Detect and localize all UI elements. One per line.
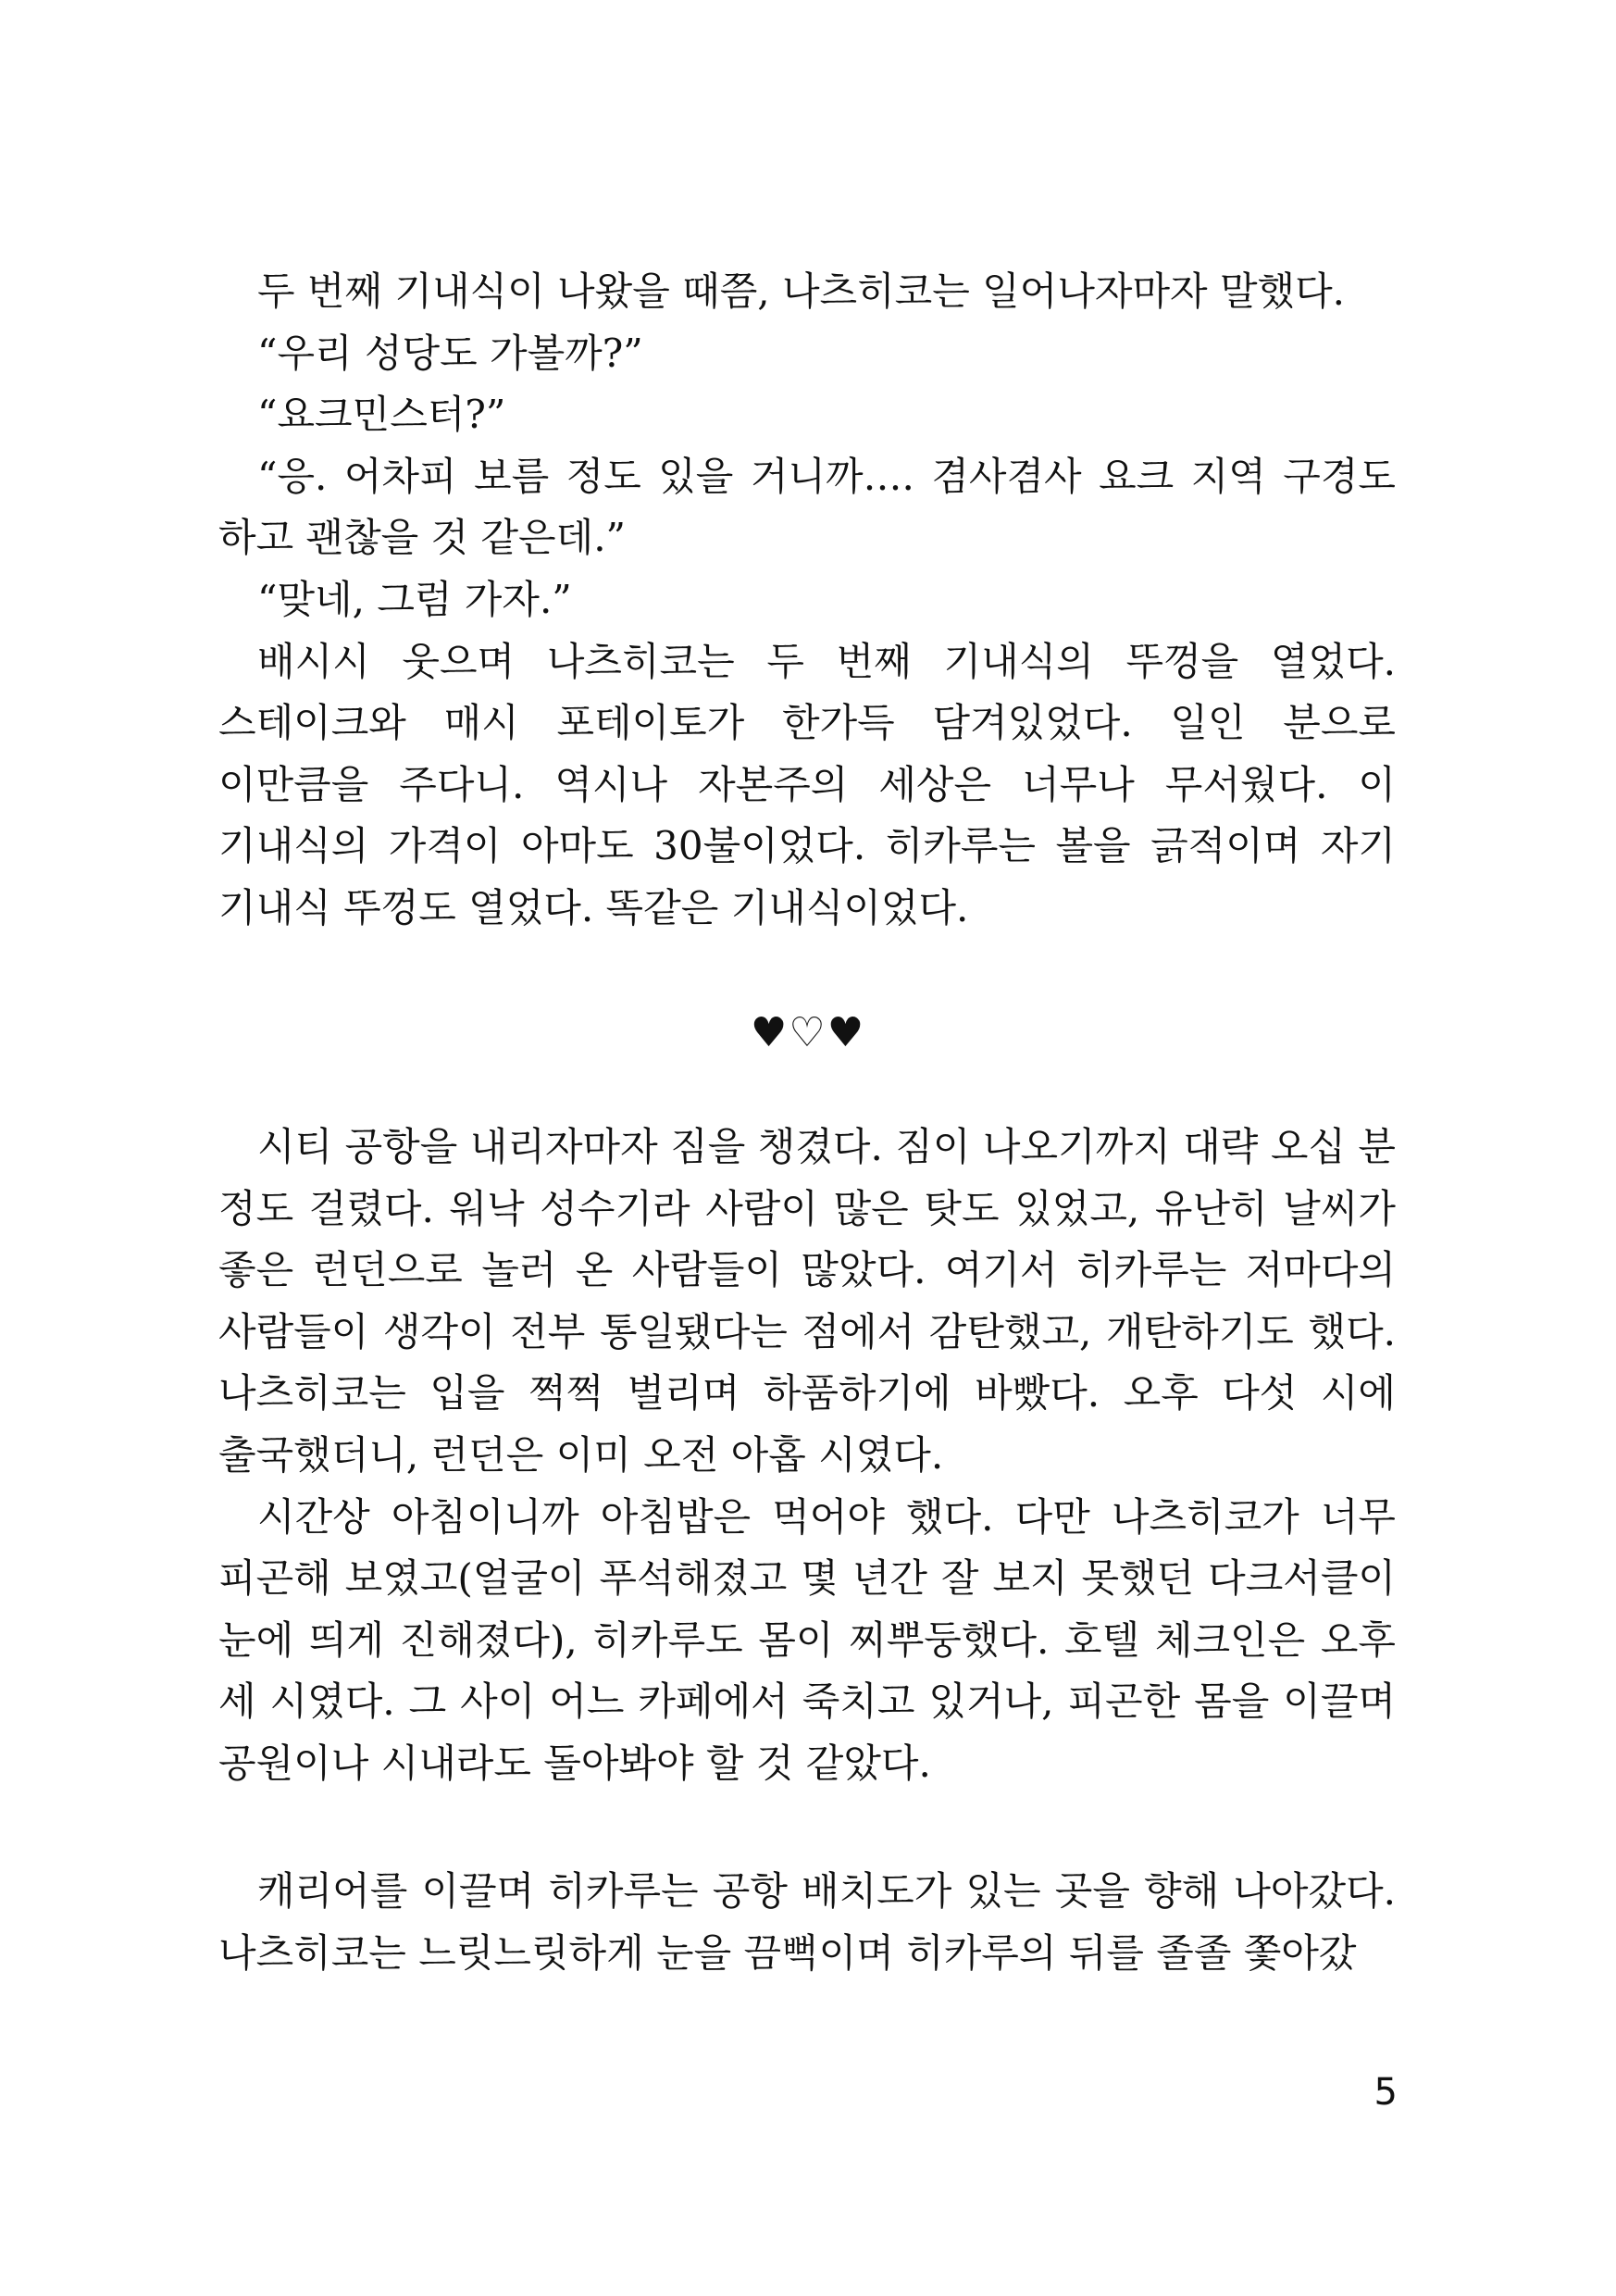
- paragraph: 시간상 아침이니까 아침밥은 먹어야 했다. 다만 나츠히코가 너무 피곤해 보였고(얼굴이 푸석해졌고 몇 년간 잘 보지 못했던 다크서클이 눈에 띄게 진해졌다), 히카루도 몸이 찌뿌둥했다. 호텔 체크인은 오후 세 시였다. 그 사이 어느 카페에서 죽치고 있거나, 피곤한 몸을 이끌며 공원이나 시내라도 돌아봐야 할 것 같았다.: [218, 1493, 1396, 1786]
- paragraph: 배시시 웃으며 나츠히코는 두 번째 기내식의 뚜껑을 열었다. 스테이크와 매시 포테이토가 한가득 담겨있었다. 일인 분으로 이만큼을 주다니. 역시나 자본주의 세상은 너무나 무서웠다. 이 기내식의 가격이 아마도 30불이었다. 히카루는 볼을 긁적이며 자기 기내식 뚜껑도 열었다. 똑같은 기내식이었다.: [218, 638, 1396, 930]
- paragraph: 캐리어를 이끌며 히카루는 공항 배치도가 있는 곳을 향해 나아갔다. 나츠히코는 느릿느릿하게 눈을 끔뻑이며 히카루의 뒤를 졸졸 쫓아갔: [218, 1868, 1396, 1976]
- text-block-1: [218, 261, 1396, 940]
- paragraph: “요크민스터?”: [257, 392, 506, 438]
- paragraph: “우리 성당도 가볼까?”: [257, 330, 643, 376]
- section-separator: ♥♡♥: [750, 1009, 866, 1056]
- page-number: 5: [1374, 2071, 1398, 2114]
- text-block-3: [218, 1861, 1396, 1984]
- paragraph: 두 번째 기내식이 나왔을 때쯤, 나츠히코는 일어나자마자 말했다.: [257, 268, 1346, 314]
- paragraph: “응. 어차피 보름 정도 있을 거니까…. 겸사겸사 요크 지역 구경도 하고 괜찮을 것 같은데.”: [218, 453, 1396, 561]
- paragraph: “맞네, 그럼 가자.”: [257, 576, 572, 622]
- text-block-2: [218, 1117, 1396, 1795]
- paragraph: 시티 공항을 내리자마자 짐을 챙겼다. 짐이 나오기까지 대략 오십 분 정도 걸렸다. 워낙 성수기라 사람이 많은 탓도 있었고, 유난히 날씨가 좋은 런던으로 놀러 온 사람들이 많았다. 여기서 히카루는 저마다의 사람들이 생각이 전부 통일됐다는 점에서 감탄했고, 개탄하기도 했다. 나츠히코는 입을 쩍쩍 벌리며 하품하기에 바빴다. 오후 다섯 시에 출국했더니, 런던은 이미 오전 아홉 시였다.: [218, 1124, 1396, 1478]
